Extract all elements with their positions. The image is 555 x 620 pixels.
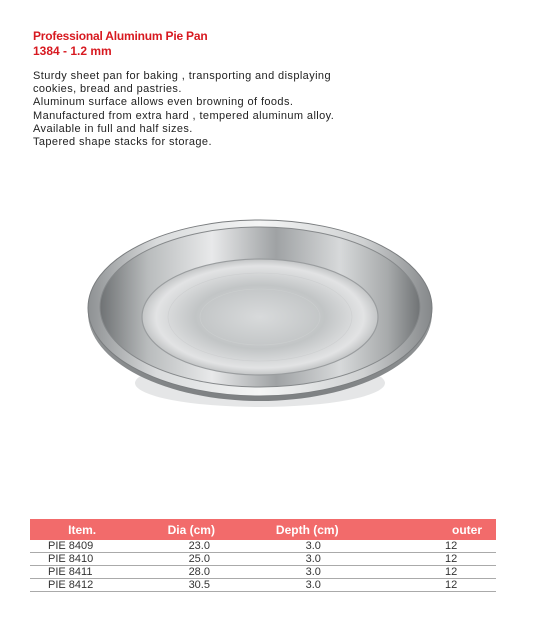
cell-outer: 12 [366,566,496,579]
cell-item: PIE 8409 [30,540,134,553]
product-title: Professional Aluminum Pie Pan [33,29,208,43]
spec-table [30,519,496,592]
cell-depth: 3.0 [248,566,366,579]
column-header-depth: Depth (cm) [275,522,339,537]
cell-outer: 12 [366,553,496,566]
column-header-item: Item. [68,522,97,537]
cell-item: PIE 8412 [30,579,134,592]
cell-dia: 30.5 [134,579,248,592]
description-line: Sturdy sheet pan for baking , transporting and displaying [33,70,331,82]
table-header-row [30,519,496,540]
cell-item: PIE 8411 [30,566,134,579]
cell-dia: 25.0 [134,553,248,566]
cell-item: PIE 8410 [30,553,134,566]
description-line: Tapered shape stacks for storage. [33,136,212,149]
table-row [30,553,496,566]
description-line: Aluminum surface allows even browning of foods. [33,96,294,109]
table-row [30,566,496,579]
table-row [30,540,496,553]
column-header-dia: Dia (cm) [167,522,215,537]
cell-dia: 28.0 [134,566,248,579]
product-description [33,70,433,149]
cell-depth: 3.0 [248,579,366,592]
description-line: cookies, bread and pastries. [33,83,182,96]
column-header-outer: outer [452,522,482,537]
cell-outer: 12 [366,579,496,592]
pie-pan-image [80,205,440,420]
description-line: Available in full and half sizes. [33,122,193,135]
cell-depth: 3.0 [248,553,366,566]
table-row [30,579,496,592]
cell-depth: 3.0 [248,540,366,553]
product-subtitle: 1384 - 1.2 mm [33,44,112,58]
description-line: Manufactured from extra hard , tempered aluminum alloy. [33,109,335,122]
cell-dia: 23.0 [134,540,248,553]
cell-outer: 12 [366,540,496,553]
